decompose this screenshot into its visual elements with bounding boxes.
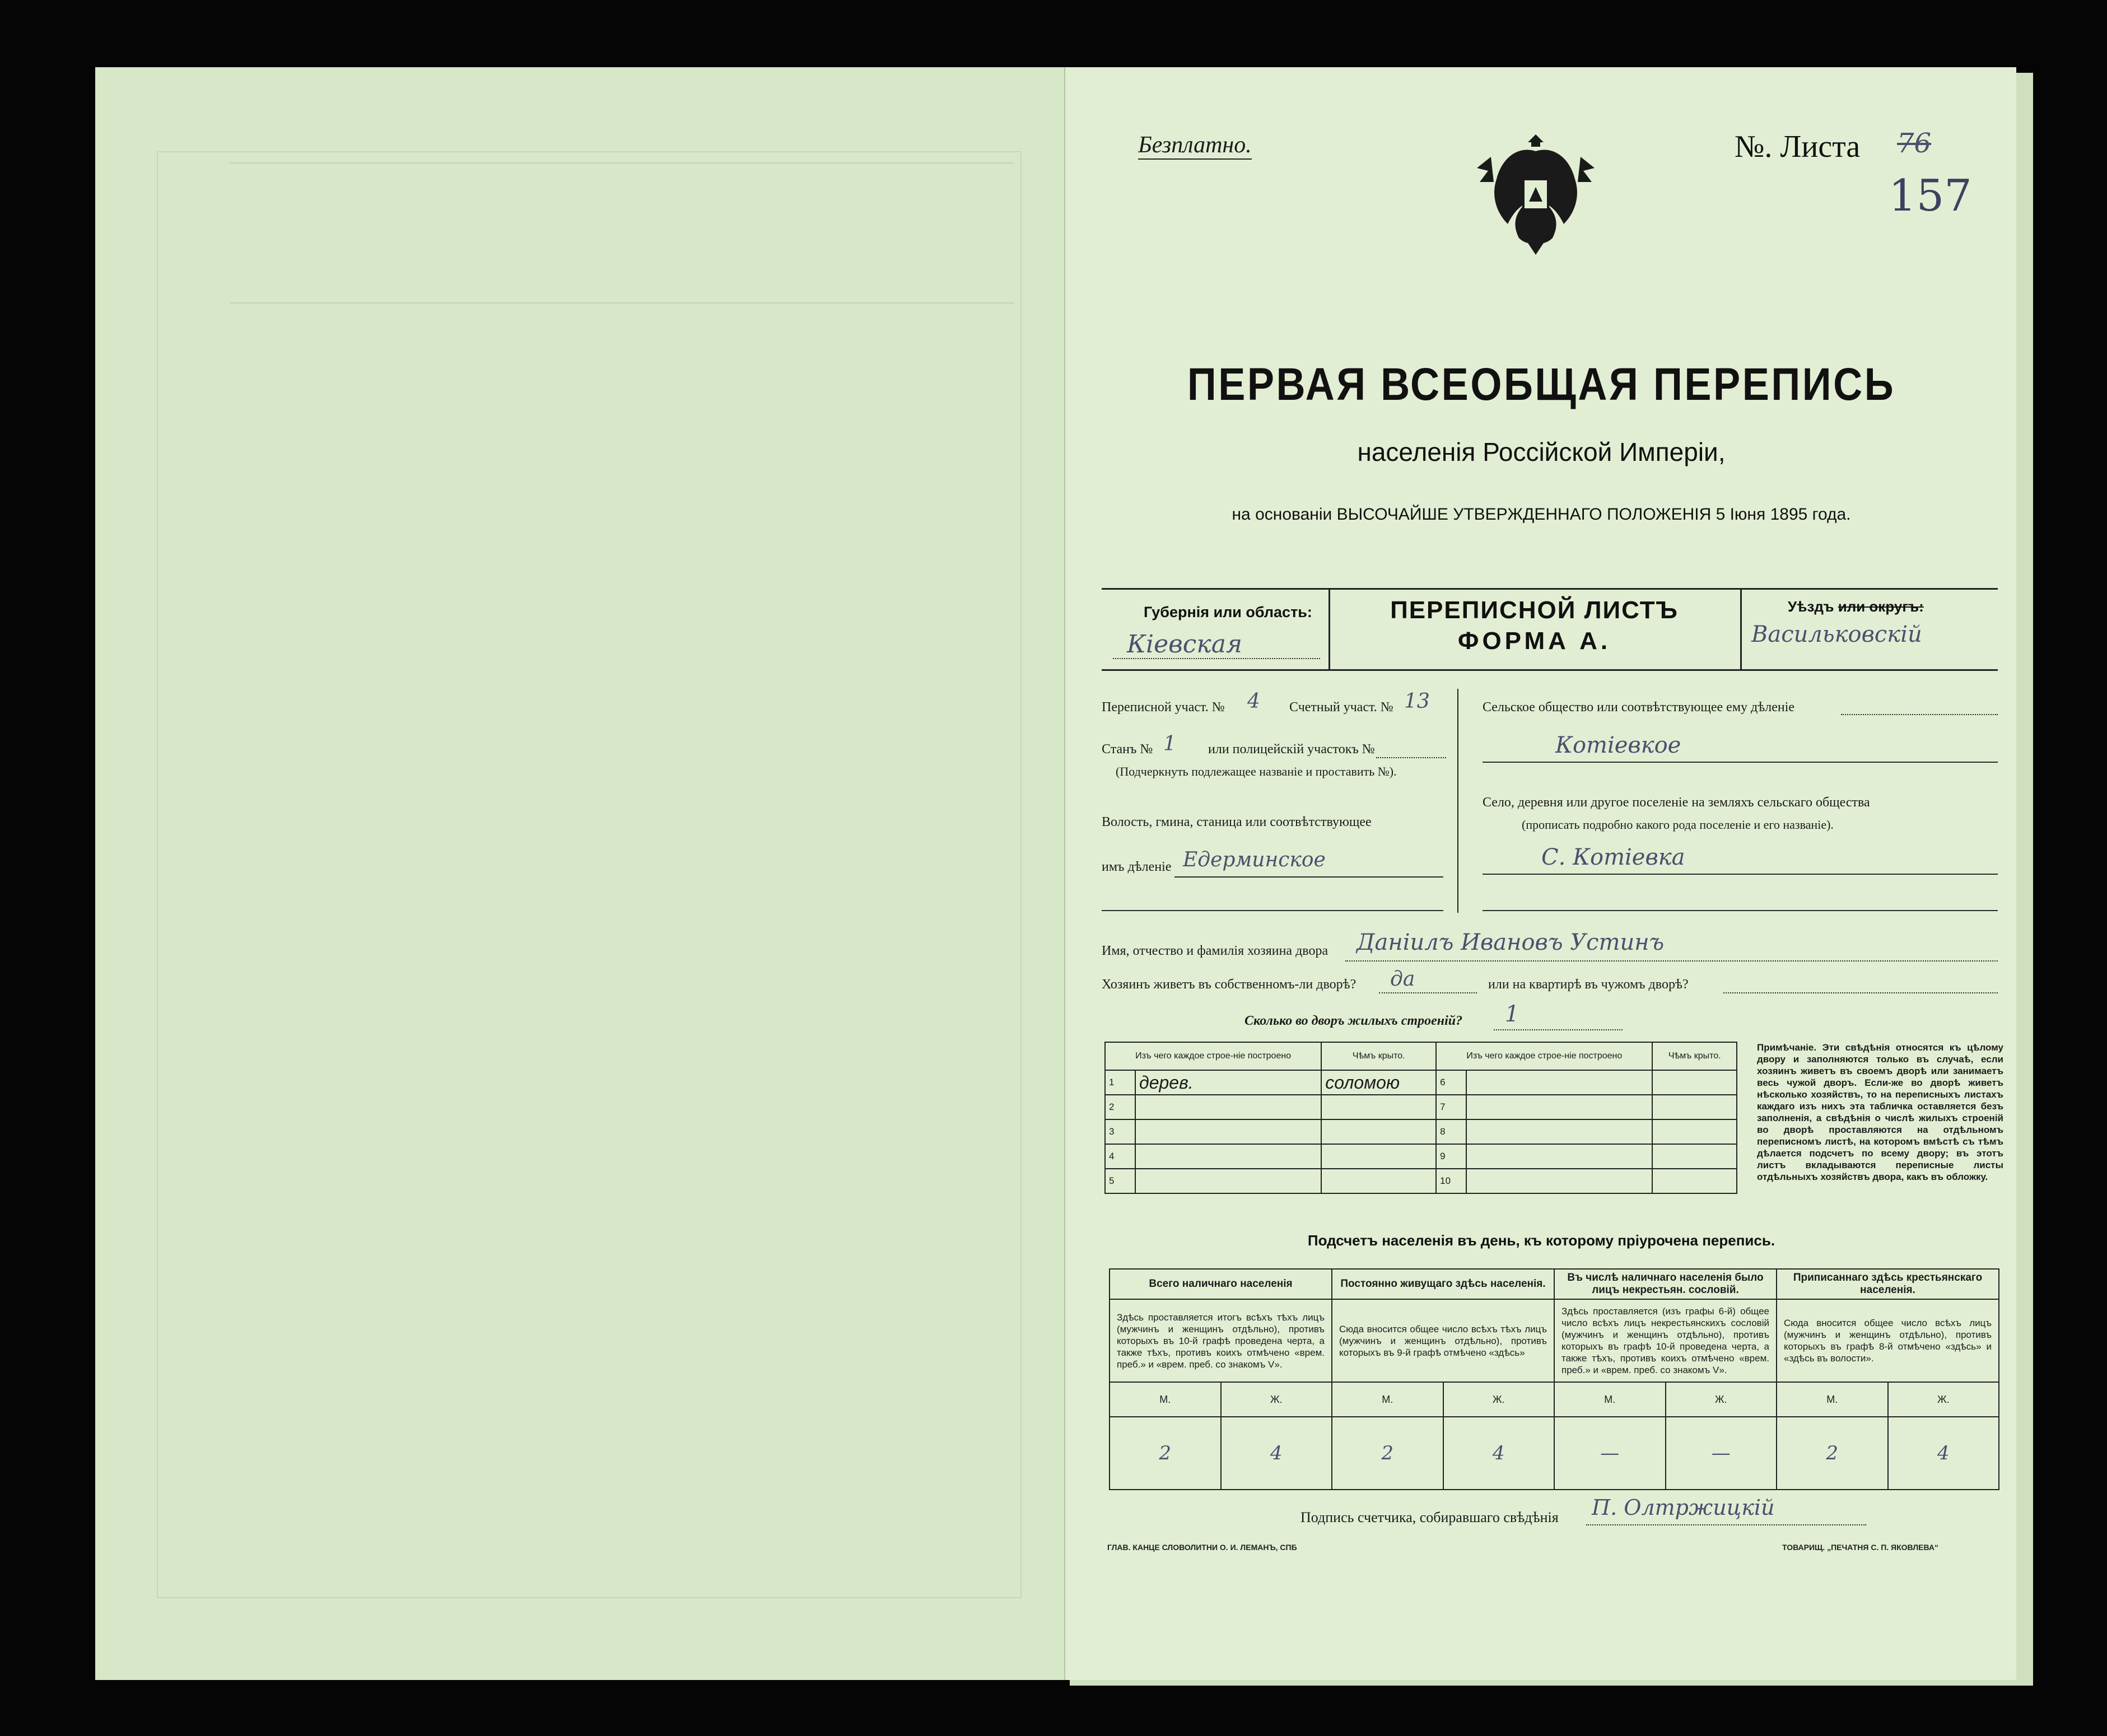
form-sheet-title: ПЕРЕПИСНОЙ ЛИСТЪ	[1390, 596, 1679, 624]
society-line	[1841, 714, 1998, 715]
census-section-value: 4	[1247, 690, 1260, 713]
buildings-table	[1104, 1042, 1737, 1194]
column-description: Здѣсь проставляется (изъ графы 6-й) общее число всѣхъ лицъ некрестьянскихъ сословій (мужчинъ и женщинъ отдѣльно), противъ которыхъ въ графѣ 10-й проведена черта, а также тѣхъ, противъ коихъ отмѣчено «врем. преб.» и «врем. преб. со знакомъ V».	[1554, 1299, 1777, 1382]
female-count: 4	[1221, 1417, 1332, 1490]
police-section-line	[1376, 757, 1446, 758]
printer-imprint-right: ТОВАРИЩ. „ПЕЧАТНЯ С. П. ЯКОВЛЕВА“	[1782, 1543, 1939, 1552]
row-number: 6	[1436, 1070, 1466, 1095]
column-header: Всего наличнаго населенія	[1110, 1269, 1332, 1299]
census-form-page	[1064, 67, 2016, 1680]
column-description: Сюда вносится общее число всѣхъ лицъ (мужчинъ и женщинъ отдѣльно), противъ которыхъ въ графѣ 8-й отмѣчено «здѣсь» и «здѣсь въ волости».	[1777, 1299, 1999, 1382]
stan-value: 1	[1163, 732, 1176, 755]
sheet-number-crossed: 76	[1897, 128, 1932, 159]
district-crossed-text: или округъ:	[1838, 598, 1924, 615]
bleed-through-frame	[157, 151, 1022, 1598]
left-page	[95, 67, 1067, 1680]
material-cell	[1466, 1169, 1652, 1193]
province-line	[1113, 658, 1320, 659]
roof-cell	[1652, 1169, 1737, 1193]
population-header-row	[1110, 1269, 1999, 1299]
table-row	[1105, 1070, 1737, 1095]
society-label: Сельское общество или соотвѣтствующее ему дѣленіе	[1483, 700, 1795, 715]
owner-own-yard-label: Хозяинъ живетъ въ собственномъ-ли дворѣ?	[1102, 977, 1357, 992]
note-text: Примѣчаніе. Эти свѣдѣнія относятся къ цѣлому двору и заполняются только въ случаѣ, если хозяинъ живетъ въ своемъ дворѣ или занимаетъ весь чужой дворъ. Если-же во дворѣ живетъ нѣсколько хозяйствъ, то на переписныхъ листахъ каждаго изъ нихъ эта табличка оставляется безъ заполненія, а свѣдѣнія о числѣ жилыхъ строеній во дворѣ проставляются на отдѣльномъ переписномъ листѣ, на которомъ вмѣстѣ съ тѣмъ дѣлается подсчетъ по всему двору; въ этотъ листъ вкладываются переписные листы отдѣльныхъ хозяйствъ двора, какъ въ обложку.	[1757, 1042, 2003, 1182]
female-label: Ж.	[1666, 1382, 1777, 1417]
owner-label: Имя, отчество и фамилія хозяина двора	[1102, 944, 1328, 958]
male-count: 2	[1332, 1417, 1443, 1490]
population-values-row	[1110, 1417, 1999, 1490]
form-type-title: ФОРМА А.	[1457, 627, 1611, 655]
roof-cell	[1321, 1119, 1436, 1144]
female-count: —	[1666, 1417, 1777, 1490]
table-row	[1105, 1119, 1737, 1144]
province-label: Губернія или область:	[1144, 604, 1312, 620]
buildings-count-value: 1	[1505, 1001, 1519, 1027]
underline-note: (Подчеркнуть подлежащее названіе и проставить №).	[1116, 764, 1397, 778]
volost-line	[1174, 876, 1443, 878]
column-header: Приписаннаго здѣсь крестьянскаго населенія.	[1777, 1269, 1999, 1299]
village-line	[1483, 874, 1998, 875]
population-table	[1109, 1268, 1999, 1490]
police-section-label: или полицейскій участокъ №	[1208, 742, 1375, 757]
owner-own-yard-line	[1379, 992, 1477, 993]
row-number: 5	[1105, 1169, 1135, 1193]
male-label: М.	[1554, 1382, 1666, 1417]
form-box-bottom-border	[1102, 669, 1998, 671]
roof-cell	[1652, 1119, 1737, 1144]
roof-cell	[1652, 1095, 1737, 1119]
table-row	[1105, 1095, 1737, 1119]
female-label: Ж.	[1443, 1382, 1555, 1417]
material-cell	[1466, 1144, 1652, 1169]
row-number: 2	[1105, 1095, 1135, 1119]
society-value: Котіевкое	[1555, 732, 1681, 758]
material-col-header: Изъ чего каждое строе-ніе построено	[1105, 1042, 1321, 1070]
population-desc-row	[1110, 1299, 1999, 1382]
owner-rent-label: или на квартирѣ въ чужомъ дворѣ?	[1488, 977, 1689, 992]
material-cell	[1466, 1119, 1652, 1144]
roof-cell	[1321, 1095, 1436, 1119]
form-box-top-border	[1102, 588, 1998, 590]
roof-col-header: Чѣмъ крыто.	[1321, 1042, 1436, 1070]
roof-cell	[1652, 1144, 1737, 1169]
signature-label: Подпись счетчика, собиравшаго свѣдѣнія	[1300, 1509, 1559, 1525]
column-divider	[1457, 689, 1458, 913]
buildings-count-line	[1494, 1029, 1623, 1030]
female-label: Ж.	[1888, 1382, 1999, 1417]
census-section-label: Переписной участ. №	[1102, 700, 1225, 715]
row-number: 10	[1436, 1169, 1466, 1193]
sheet-number-value: 157	[1889, 171, 1972, 221]
owner-own-yard-value: да	[1390, 968, 1415, 991]
male-label: М.	[1332, 1382, 1443, 1417]
buildings-table-header	[1105, 1042, 1737, 1070]
sex-label-row	[1110, 1382, 1999, 1417]
column-description: Сюда вносится общее число всѣхъ тѣхъ лицъ (мужчинъ и женщинъ отдѣльно), противъ которыхъ въ 9-й графѣ отмѣчено «здѣсь»	[1332, 1299, 1554, 1382]
form-legal-basis: на основаніи ВЫСОЧАЙШЕ УТВЕРЖДЕННАГО ПОЛОЖЕНІЯ 5 Іюня 1895 года.	[1232, 505, 1851, 524]
bleed-through-line	[230, 162, 1014, 164]
table-row	[1105, 1144, 1737, 1169]
material-col-header: Изъ чего каждое строе-ніе построено	[1436, 1042, 1652, 1070]
column-description: Здѣсь проставляется итогъ всѣхъ тѣхъ лицъ (мужчинъ и женщинъ отдѣльно), противъ которыхъ въ 10-й графѣ проведена черта, а также тѣхъ, противъ коихъ отмѣчено «врем. преб.» и «врем. преб. со знакомъ V».	[1110, 1299, 1332, 1382]
signature-line	[1586, 1524, 1866, 1525]
village-line-2	[1483, 910, 1998, 911]
column-header: Въ числѣ наличнаго населенія было лицъ некрестьян. сословій.	[1554, 1269, 1777, 1299]
buildings-count-label: Сколько во дворъ жилыхъ строеній?	[1244, 1014, 1463, 1028]
count-section-value: 13	[1404, 690, 1430, 713]
district-value: Васильковскій	[1751, 622, 1922, 647]
row-number: 8	[1436, 1119, 1466, 1144]
female-count: 4	[1443, 1417, 1555, 1490]
owner-line	[1345, 960, 1998, 962]
signature-value: П. Олтржицкій	[1592, 1495, 1775, 1520]
material-cell	[1135, 1144, 1321, 1169]
male-count: 2	[1110, 1417, 1221, 1490]
owner-value: Даніилъ Ивановъ Устинъ	[1357, 930, 1665, 955]
count-section-label: Счетный участ. №	[1289, 700, 1393, 715]
material-cell	[1135, 1119, 1321, 1144]
male-count: 2	[1777, 1417, 1888, 1490]
roof-cell: соломою	[1321, 1070, 1436, 1095]
material-cell	[1466, 1070, 1652, 1095]
volost-line-2	[1102, 910, 1443, 911]
female-count: 4	[1888, 1417, 1999, 1490]
sheet-number-label: №. Листа	[1735, 129, 1861, 164]
double-headed-eagle-emblem	[1469, 123, 1603, 263]
printer-imprint-left: ГЛАВ. КАНЦЕ СЛОВОЛИТНИ О. И. ЛЕМАНЪ, СПБ	[1107, 1543, 1297, 1552]
table-row	[1105, 1169, 1737, 1193]
stan-label: Станъ №	[1102, 742, 1153, 757]
material-cell: дерев.	[1135, 1070, 1321, 1095]
volost-value: Едерминское	[1183, 848, 1326, 871]
male-label: М.	[1777, 1382, 1888, 1417]
column-header: Постоянно живущаго здѣсь населенія.	[1332, 1269, 1554, 1299]
form-box-divider	[1740, 588, 1742, 671]
free-label: Безплатно.	[1138, 132, 1252, 160]
village-note: (прописать подробно какого рода поселеніе и его названіе).	[1522, 818, 1834, 832]
row-number: 4	[1105, 1144, 1135, 1169]
district-label-text: Уѣздъ	[1788, 598, 1834, 615]
form-subtitle: населенія Россійской Имперіи,	[1357, 437, 1726, 466]
district-label	[1788, 598, 1924, 615]
volost-label: Волость, гмина, станица или соотвѣтствующее	[1102, 815, 1372, 829]
row-number: 9	[1436, 1144, 1466, 1169]
material-cell	[1466, 1095, 1652, 1119]
row-number: 3	[1105, 1119, 1135, 1144]
row-number: 7	[1436, 1095, 1466, 1119]
material-cell	[1135, 1095, 1321, 1119]
volost-label-2: имъ дѣленіе	[1102, 860, 1172, 874]
roof-cell	[1652, 1070, 1737, 1095]
province-value: Кіевская	[1127, 630, 1243, 659]
row-number: 1	[1105, 1070, 1135, 1095]
population-count-title: Подсчетъ населенія въ день, къ которому пріурочена перепись.	[1307, 1232, 1775, 1249]
male-count: —	[1554, 1417, 1666, 1490]
material-cell	[1135, 1169, 1321, 1193]
form-title: ПЕРВАЯ ВСЕОБЩАЯ ПЕРЕПИСЬ	[1187, 359, 1896, 410]
society-line-2	[1483, 762, 1998, 763]
roof-cell	[1321, 1169, 1436, 1193]
male-label: М.	[1110, 1382, 1221, 1417]
owner-rent-line	[1723, 992, 1998, 993]
female-label: Ж.	[1221, 1382, 1332, 1417]
village-label: Село, деревня или другое поселеніе на земляхъ сельскаго общества	[1483, 795, 1870, 810]
roof-cell	[1321, 1144, 1436, 1169]
roof-col-header: Чѣмъ крыто.	[1652, 1042, 1737, 1070]
bleed-through-line	[230, 302, 1014, 304]
village-value: С. Котіевка	[1541, 844, 1685, 870]
